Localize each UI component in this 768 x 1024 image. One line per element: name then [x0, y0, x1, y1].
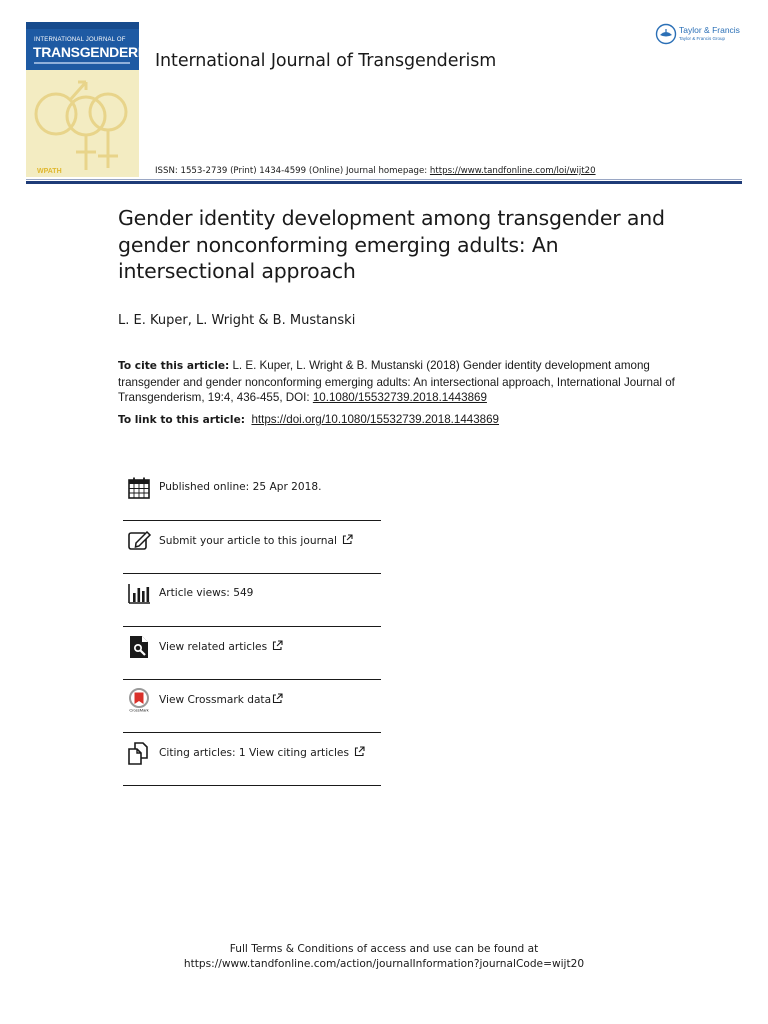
cover-header-small: INTERNATIONAL JOURNAL OF	[34, 37, 126, 43]
publisher-lamp-icon	[655, 23, 677, 45]
citing-articles-label: Citing articles: 1 View citing articles	[159, 747, 349, 759]
article-link-label: To link to this article:	[118, 414, 245, 426]
related-articles-item[interactable]	[123, 627, 381, 680]
crossmark-label: View Crossmark data	[159, 694, 272, 706]
journal-cover-image	[26, 22, 162, 177]
article-link-block	[118, 413, 499, 426]
external-link-icon	[272, 640, 283, 651]
header-rule-thick	[26, 181, 742, 184]
external-link-icon	[272, 693, 283, 704]
terms-footer	[0, 942, 768, 972]
crossmark-link[interactable]	[159, 693, 283, 706]
terms-url[interactable]: https://www.tandfonline.com/action/journalInformation?journalCode=wijt20	[183, 958, 585, 970]
published-online-text: Published online: 25 Apr 2018.	[159, 481, 322, 493]
article-authors: L. E. Kuper, L. Wright & B. Mustanski	[118, 313, 356, 328]
published-online-item	[123, 468, 381, 521]
document-search-icon	[127, 635, 151, 659]
citation-doi-link[interactable]: 10.1080/15532739.2018.1443869	[312, 391, 487, 405]
related-articles-label: View related articles	[159, 641, 268, 653]
publisher-logo	[655, 22, 745, 48]
external-link-icon	[354, 746, 365, 757]
journal-homepage-link[interactable]: https://www.tandfonline.com/loi/wijt20	[429, 166, 596, 176]
journal-title: International Journal of Transgenderism	[155, 51, 497, 71]
header-rule-thin	[26, 179, 742, 180]
citation-block	[118, 358, 678, 406]
crossmark-icon	[127, 688, 151, 712]
calendar-icon	[127, 476, 151, 500]
cover-divider	[34, 62, 130, 64]
terms-line-1: Full Terms & Conditions of access and use can be found at	[229, 943, 539, 955]
submit-article-item[interactable]	[123, 521, 381, 574]
submit-article-link[interactable]	[159, 534, 353, 547]
citation-text: L. E. Kuper, L. Wright & B. Mustanski (2018) Gender identity development among transgender and gender nonconforming emerging adults: An intersectional approach, International Journal of Transgenderism, 19:4, 436-455, DOI:	[118, 359, 675, 405]
crossmark-icon-label: CrossMark	[129, 707, 149, 713]
submit-article-label: Submit your article to this journal	[159, 535, 337, 547]
cover-top-strip	[26, 22, 139, 29]
edit-icon	[127, 529, 151, 553]
article-views-item	[123, 574, 381, 627]
publisher-group: Taylor & Francis Group	[679, 36, 726, 41]
crossmark-item[interactable]	[123, 680, 381, 733]
cover-header-big: TRANSGENDERISM	[33, 44, 162, 60]
article-meta-list	[123, 468, 381, 786]
article-title: Gender identity development among transgender and gender nonconforming emerging adults: An intersectional approach	[118, 206, 665, 283]
citing-articles-link[interactable]	[159, 746, 365, 759]
issn-line	[155, 166, 596, 176]
publisher-name: Taylor & Francis	[679, 25, 740, 35]
article-views-text: Article views: 549	[159, 587, 254, 599]
cover-title-band	[26, 22, 162, 70]
issn-text: ISSN: 1553-2739 (Print) 1434-4599 (Online) Journal homepage:	[155, 166, 430, 176]
cover-footer-mark: WPATH	[37, 168, 62, 175]
citing-documents-icon	[127, 741, 151, 765]
related-articles-link[interactable]	[159, 640, 283, 653]
article-doi-link[interactable]: https://doi.org/10.1080/15532739.2018.1443869	[251, 413, 500, 426]
gender-symbols-icon	[26, 70, 139, 177]
external-link-icon	[342, 534, 353, 545]
bar-chart-icon	[127, 582, 151, 606]
citation-label: To cite this article:	[118, 360, 230, 372]
citing-articles-item[interactable]	[123, 733, 381, 786]
